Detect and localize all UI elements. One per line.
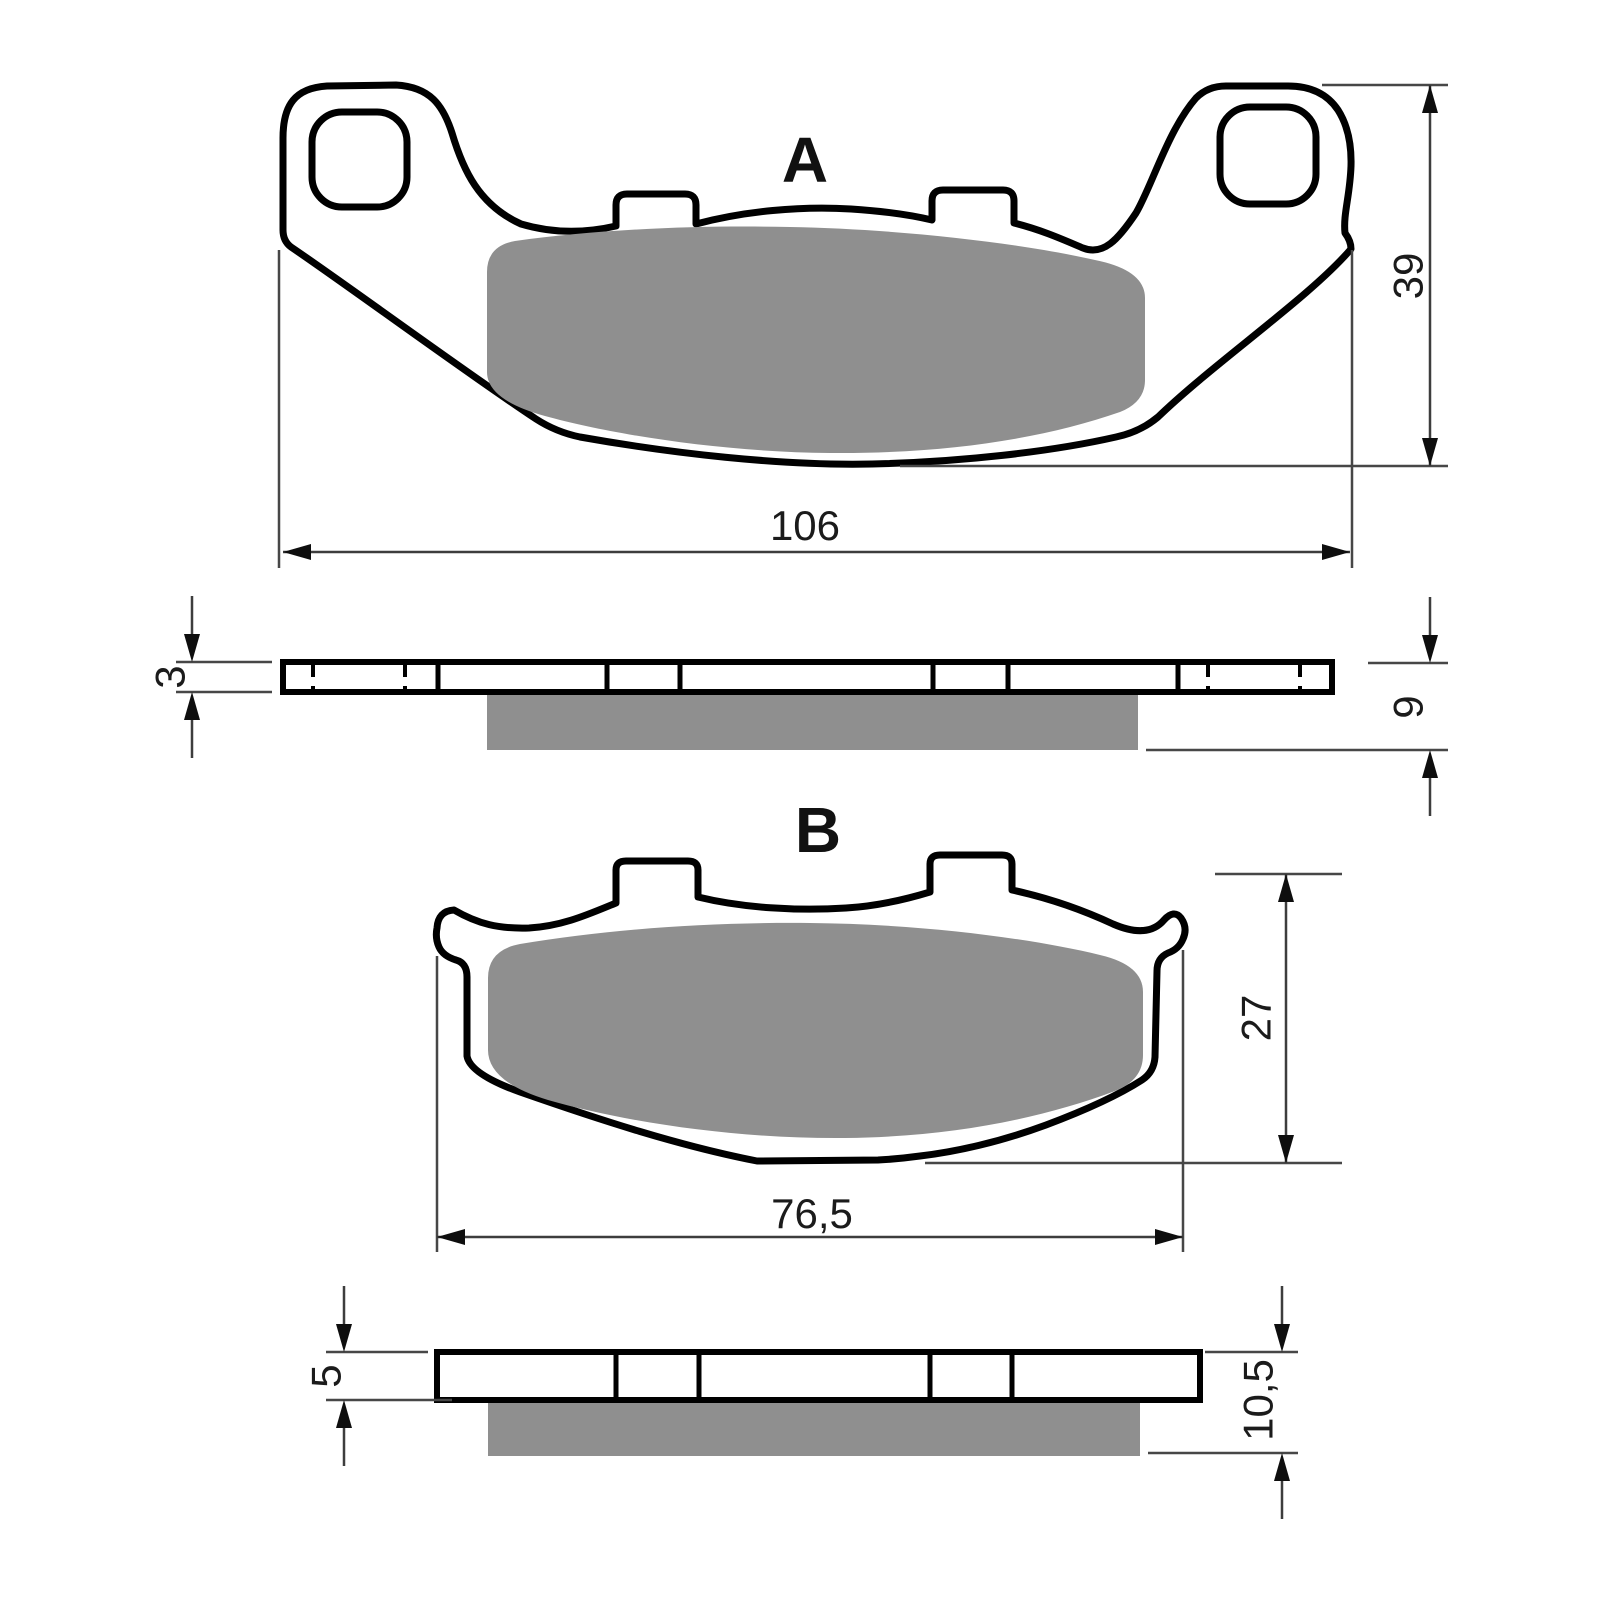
pad-a-side-friction [487,692,1138,750]
dim-b-plate-label: 5 [302,1364,350,1388]
dim-b-total-label: 10,5 [1234,1359,1282,1441]
dim-a-width-label: 106 [769,502,841,549]
pad-a-left-hole [312,112,407,207]
dim-b-height-label: 27 [1232,994,1280,1042]
dim-a-total-label: 9 [1384,695,1432,719]
dim-a-height-label: 39 [1384,252,1432,300]
pad-a-friction-area [487,227,1145,454]
pad-b-side-backplate [437,1352,1200,1400]
dim-b-width-label: 76,5 [771,1190,853,1237]
pad-a-label: A [781,124,829,196]
pad-b-friction-area [488,923,1143,1138]
pad-b-label: B [794,794,842,866]
pad-a-right-hole [1220,107,1316,204]
pad-b-side-friction [488,1400,1140,1456]
dim-a-plate-label: 3 [146,665,194,689]
